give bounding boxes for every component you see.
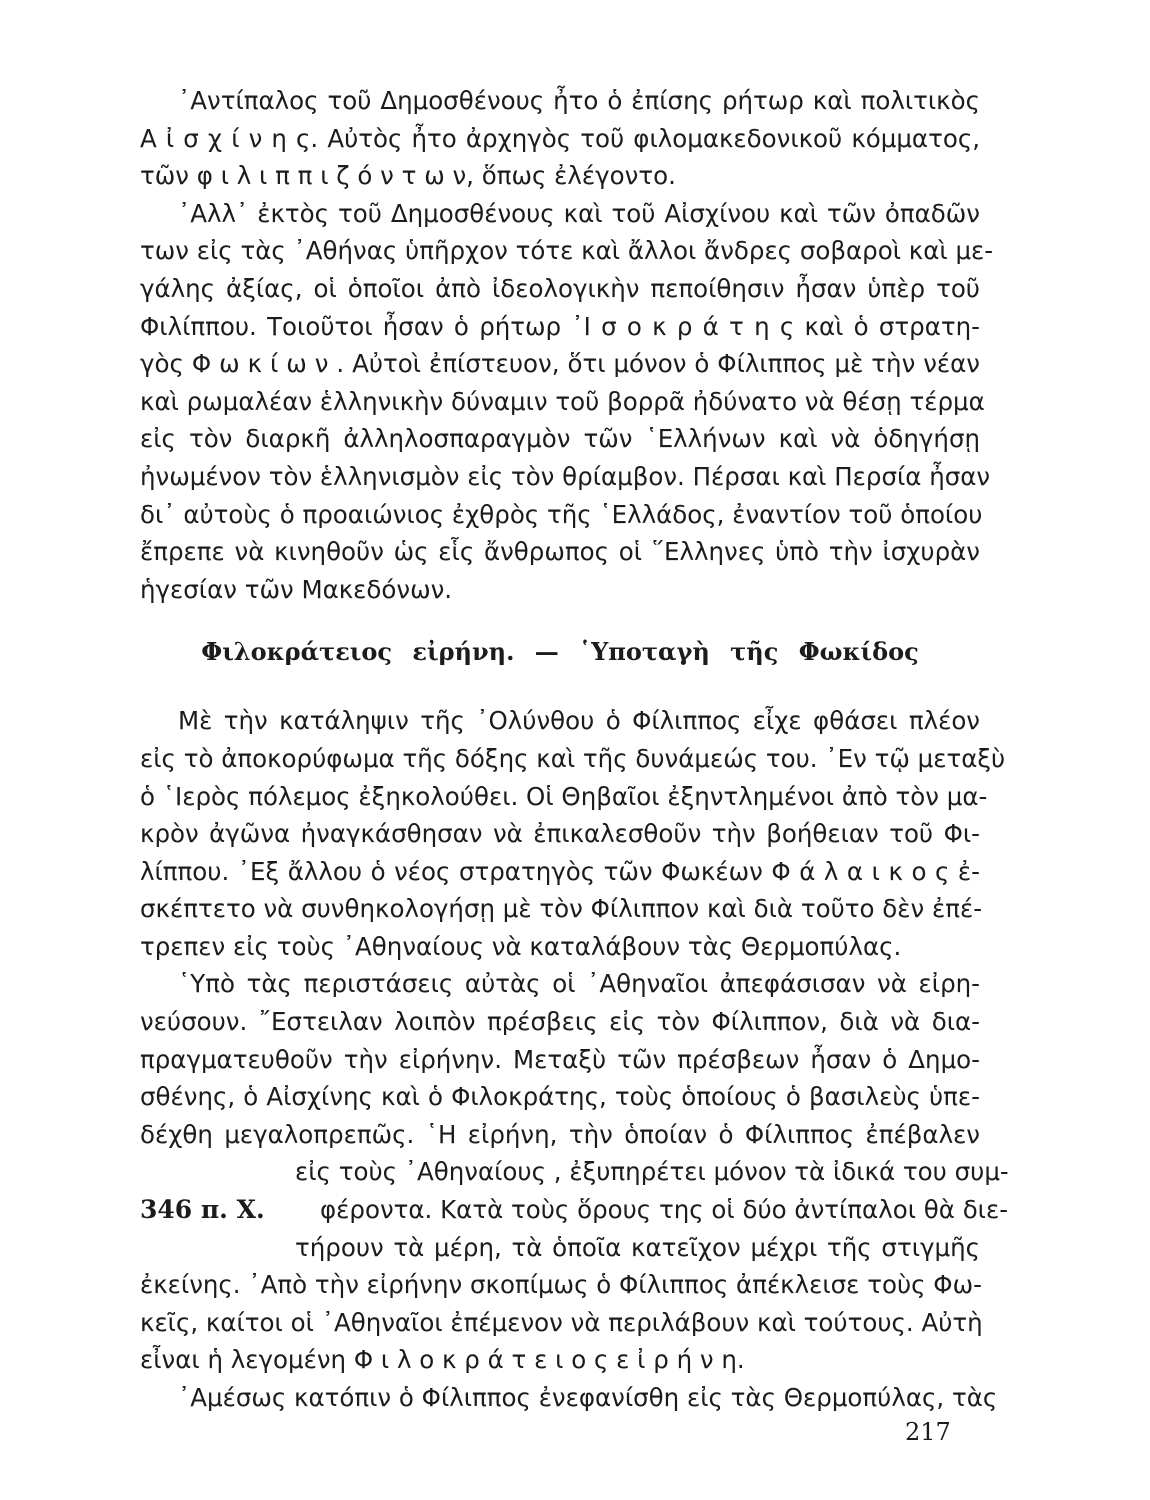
text-line: ἔπρεπε νὰ κινηθοῦν ὡς εἷς ἄνθρωπος οἱ ῞Ελληνες ὑπὸ τὴν ἰσχυρὰν [140, 537, 980, 567]
paragraph-thermopylae [140, 1379, 998, 1417]
margin-date-row [140, 1191, 1009, 1229]
text-line: Α ἰ σ χ ί ν η ς. Αὐτὸς ἦτο ἀρχηγὸς τοῦ φιλομακεδονικοῦ κόμματος, [140, 123, 980, 153]
text-line: δι᾿ αὐτοὺς ὁ προαιώνιος ἐχθρὸς τῆς ῾Ελλάδος, ἐναντίον τοῦ ὁποίου [140, 499, 983, 529]
text-line: σθένης, ὁ Αἰσχίνης καὶ ὁ Φιλοκράτης, τοὺς ὁποίους ὁ βασιλεὺς ὑπε- [140, 1082, 980, 1112]
text-line: ἡγεσίαν τῶν Μακεδόνων. [140, 574, 453, 604]
text-line: καὶ ρωμαλέαν ἑλληνικὴν δύναμιν τοῦ βορρᾶ ἠδύνατο νὰ θέσῃ τέρμα [140, 386, 985, 416]
text-line: ᾿Αμέσως κατόπιν ὁ Φίλιππος ἐνεφανίσθη εἰς τὰς Θερμοπύλας, τὰς [178, 1383, 998, 1412]
text-line: τήρουν τὰ μέρη, τὰ ὁποῖα κατεῖχον μέχρι τῆς στιγμῆς [295, 1232, 980, 1262]
text-line: ᾿Αλλ᾿ ἐκτὸς τοῦ Δημοσθένους καὶ τοῦ Αἰσχίνου καὶ τῶν ὀπαδῶν [178, 198, 980, 228]
text-line: εἰς τὸν διαρκῆ ἀλληλοσπαραγμὸν τῶν ῾Ελλήνων καὶ νὰ ὁδηγήσῃ [140, 424, 980, 454]
section-heading: Φιλοκράτειος εἰρήνη. — ῾Υποταγὴ τῆς Φωκίδος [201, 637, 919, 667]
paragraph-aeschines [140, 82, 980, 195]
text-line: των εἰς τὰς ᾿Αθήνας ὑπῆρχον τότε καὶ ἄλλοι ἄνδρες σοβαροὶ καὶ με- [140, 236, 994, 266]
text-line: τῶν φ ι λ ι π π ι ζ ό ν τ ω ν, ὅπως ἐλέγοντο. [140, 161, 676, 191]
text-line: εἰς τοὺς ᾿Αθηναίους , ἐξυπηρέτει μόνον τὰ ἰδικά του συμ- [295, 1157, 1009, 1187]
text-line: ὁ ῾Ιερὸς πόλεμος ἐξηκολούθει. Οἱ Θηβαῖοι ἐξηντλημένοι ἀπὸ τὸν μα- [140, 781, 988, 811]
text-line: ἐκείνης. ᾿Απὸ τὴν εἰρήνην σκοπίμως ὁ Φίλιππος ἀπέκλεισε τοὺς Φω- [140, 1270, 982, 1300]
text-line: ῾Υπὸ τὰς περιστάσεις αὐτὰς οἱ ᾿Αθηναῖοι ἀπεφάσισαν νὰ εἰρη- [178, 969, 980, 999]
page-number: 217 [905, 1418, 951, 1446]
text-line: Φιλίππου. Τοιοῦτοι ἦσαν ὁ ρήτωρ ᾿Ι σ ο κ ρ ά τ η ς καὶ ὁ στρατη- [140, 311, 980, 341]
text-line: νεύσουν. ῎Εστειλαν λοιπὸν πρέσβεις εἰς τὸν Φίλιππον, διὰ νὰ δια- [140, 1007, 980, 1037]
text-line: πραγματευθοῦν τὴν εἰρήνην. Μεταξὺ τῶν πρέσβεων ἦσαν ὁ Δημο- [140, 1044, 980, 1074]
text-line: ἠνωμένον τὸν ἑλληνισμὸν εἰς τὸν θρίαμβον. Πέρσαι καὶ Περσία ἦσαν [140, 461, 991, 491]
page-body [140, 82, 1009, 1417]
margin-date-note: 346 π. Χ. [140, 1195, 265, 1225]
text-line: γάλης ἀξίας, οἱ ὁποῖοι ἀπὸ ἰδεολογικὴν πεποίθησιν ἦσαν ὑπὲρ τοῦ [140, 273, 980, 303]
text-line: φέροντα. Κατὰ τοὺς ὅρους της οἱ δύο ἀντίπαλοι θὰ διε- [320, 1195, 1009, 1225]
paragraph-olynthus [140, 702, 1006, 965]
text-line: ᾿Αντίπαλος τοῦ Δημοσθένους ἦτο ὁ ἐπίσης ρήτωρ καὶ πολιτικὸς [178, 86, 980, 115]
text-line: δέχθη μεγαλοπρεπῶς. ῾Η εἰρήνη, τὴν ὁποίαν ὁ Φίλιππος ἐπέβαλεν [140, 1119, 980, 1149]
text-line: σκέπτετο νὰ συνθηκολογήσῃ μὲ τὸν Φίλιππον καὶ διὰ τοῦτο δὲν ἐπέ- [140, 894, 983, 924]
text-line: κρὸν ἀγῶνα ἠναγκάσθησαν νὰ ἐπικαλεσθοῦν τὴν βοήθειαν τοῦ Φι- [140, 819, 980, 849]
text-line: εἰς τὸ ἀποκορύφωμα τῆς δόξης καὶ τῆς δυνάμεώς του. ᾿Εν τῷ μεταξὺ [140, 743, 1006, 773]
text-line: γὸς Φ ω κ ί ω ν . Αὐτοὶ ἐπίστευον, ὅτι μόνον ὁ Φίλιππος μὲ τὴν νέαν [140, 349, 980, 379]
text-line: λίππου. ᾿Εξ ἄλλου ὁ νέος στρατηγὸς τῶν Φωκέων Φ ά λ α ι κ ο ς ἐ- [140, 856, 980, 886]
text-line: εἶναι ἡ λεγομένη Φ ι λ ο κ ρ ά τ ε ι ο ς ε ἰ ρ ή ν η. [140, 1345, 745, 1375]
text-line: Μὲ τὴν κατάληψιν τῆς ᾿Ολύνθου ὁ Φίλιππος εἶχε φθάσει πλέον [178, 706, 980, 736]
paragraph-isocrates-phocion [140, 195, 994, 609]
text-line: τρεπεν εἰς τοὺς ᾿Αθηναίους νὰ καταλάβουν τὰς Θερμοπύλας. [140, 931, 902, 961]
text-line: κεῖς, καίτοι οἱ ᾿Αθηναῖοι ἐπέμενον νὰ περιλάβουν καὶ τούτους. Αὐτὴ [140, 1307, 983, 1337]
paragraph-peace [140, 965, 1009, 1379]
